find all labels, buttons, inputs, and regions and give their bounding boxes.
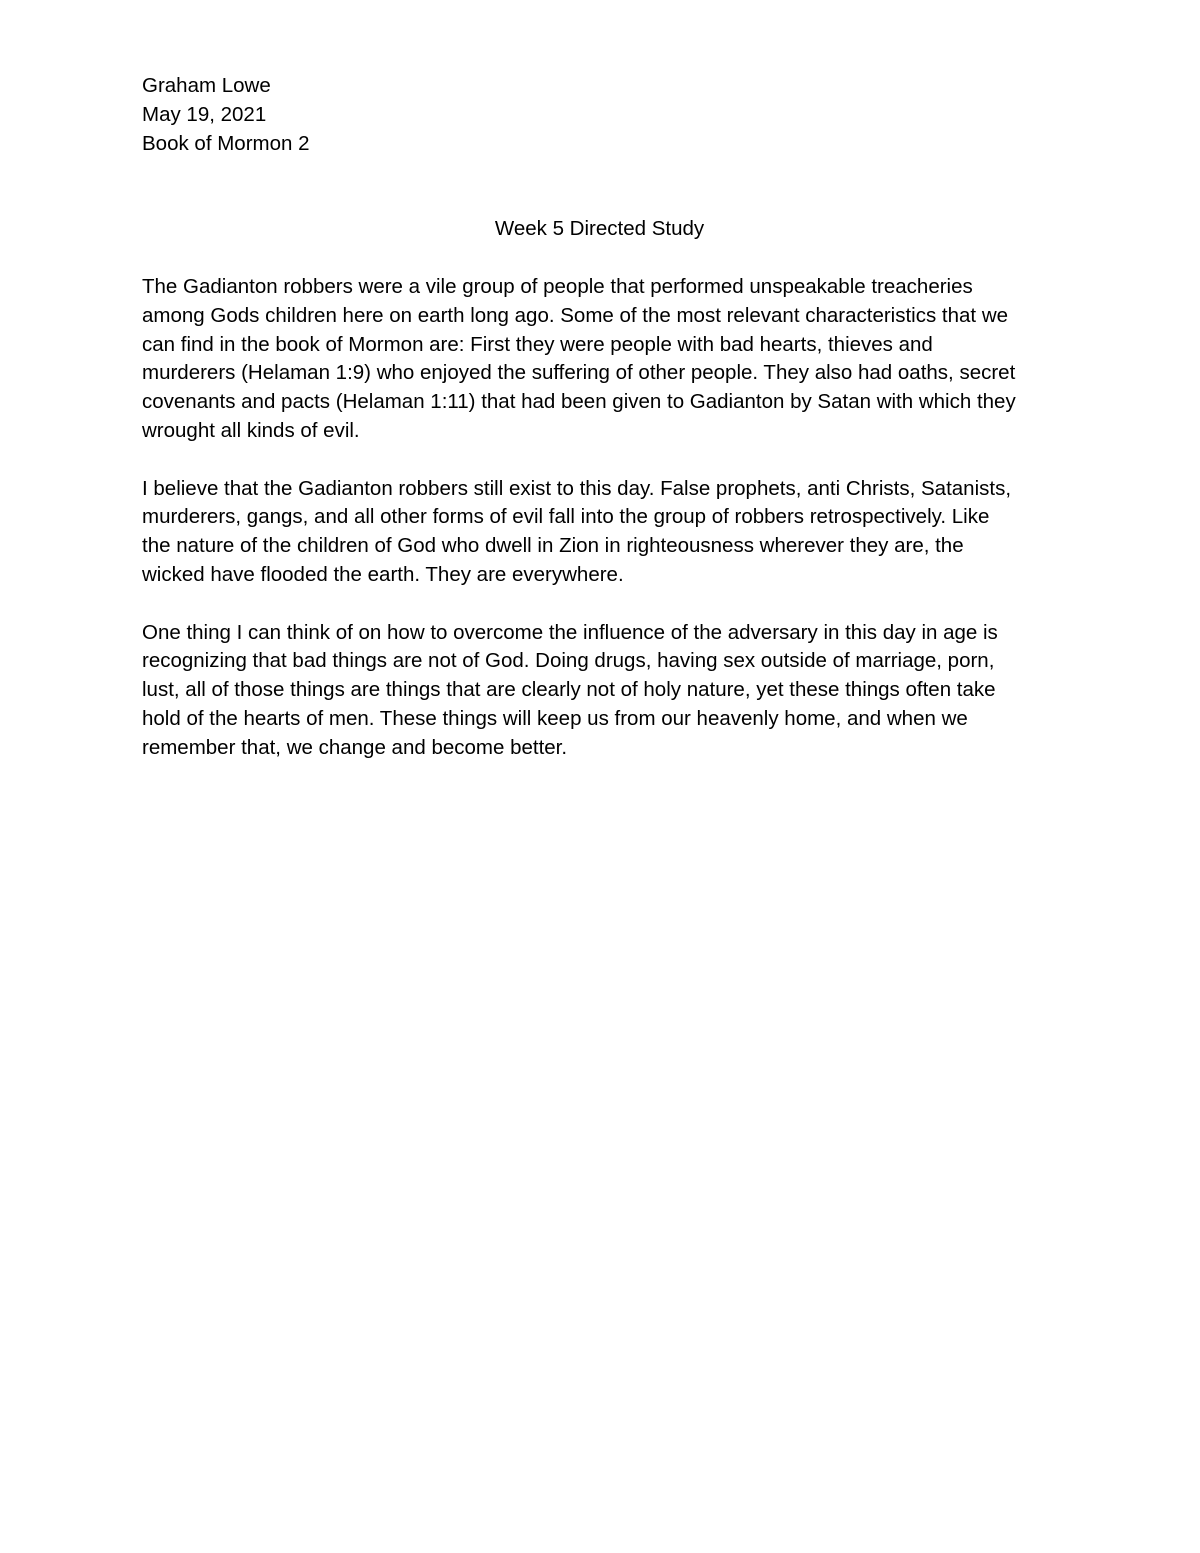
paragraph-line: covenants and pacts (Helaman 1:11) that had been given to Gadianton by Satan with which they xyxy=(142,390,1016,414)
paragraph-line: recognizing that bad things are not of God. Doing drugs, having sex outside of marriage, porn, xyxy=(142,649,995,673)
paragraph-line: I believe that the Gadianton robbers still exist to this day. False prophets, anti Christs, Satanists, xyxy=(142,476,1012,500)
course-name: Book of Mormon 2 xyxy=(142,131,310,155)
paragraph-line: The Gadianton robbers were a vile group of people that performed unspeakable treacheries xyxy=(142,274,973,298)
paragraph-line: can find in the book of Mormon are: First they were people with bad hearts, thieves and xyxy=(142,332,933,356)
author-name: Graham Lowe xyxy=(142,74,271,97)
paragraph-3 xyxy=(142,619,1057,763)
paragraph-line: wrought all kinds of evil. xyxy=(142,418,360,442)
paragraph-line: remember that, we change and become better. xyxy=(142,735,568,759)
paragraph-1 xyxy=(142,273,1057,446)
paragraph-line: among Gods children here on earth long ago. Some of the most relevant characteristics that we xyxy=(142,303,1009,327)
paragraph-line: murderers, gangs, and all other forms of evil fall into the group of robbers retrospectively. Like xyxy=(142,505,990,529)
paragraph-line: murderers (Helaman 1:9) who enjoyed the suffering of other people. They also had oaths, secret xyxy=(142,361,1016,385)
paragraph-line: the nature of the children of God who dwell in Zion in righteousness wherever they are, the xyxy=(142,534,964,558)
paragraph-line: lust, all of those things are things that are clearly not of holy nature, yet these things often take xyxy=(142,678,996,702)
paragraph-line: wicked have flooded the earth. They are everywhere. xyxy=(142,562,624,586)
paragraph-2 xyxy=(142,475,1057,590)
document-body xyxy=(142,72,1057,791)
document-title: Week 5 Directed Study xyxy=(494,217,705,241)
paragraph-line: One thing I can think of on how to overcome the influence of the adversary in this day in age is xyxy=(142,620,998,644)
paragraph-line: hold of the hearts of men. These things will keep us from our heavenly home, and when we xyxy=(142,706,968,730)
document-date: May 19, 2021 xyxy=(142,102,267,126)
